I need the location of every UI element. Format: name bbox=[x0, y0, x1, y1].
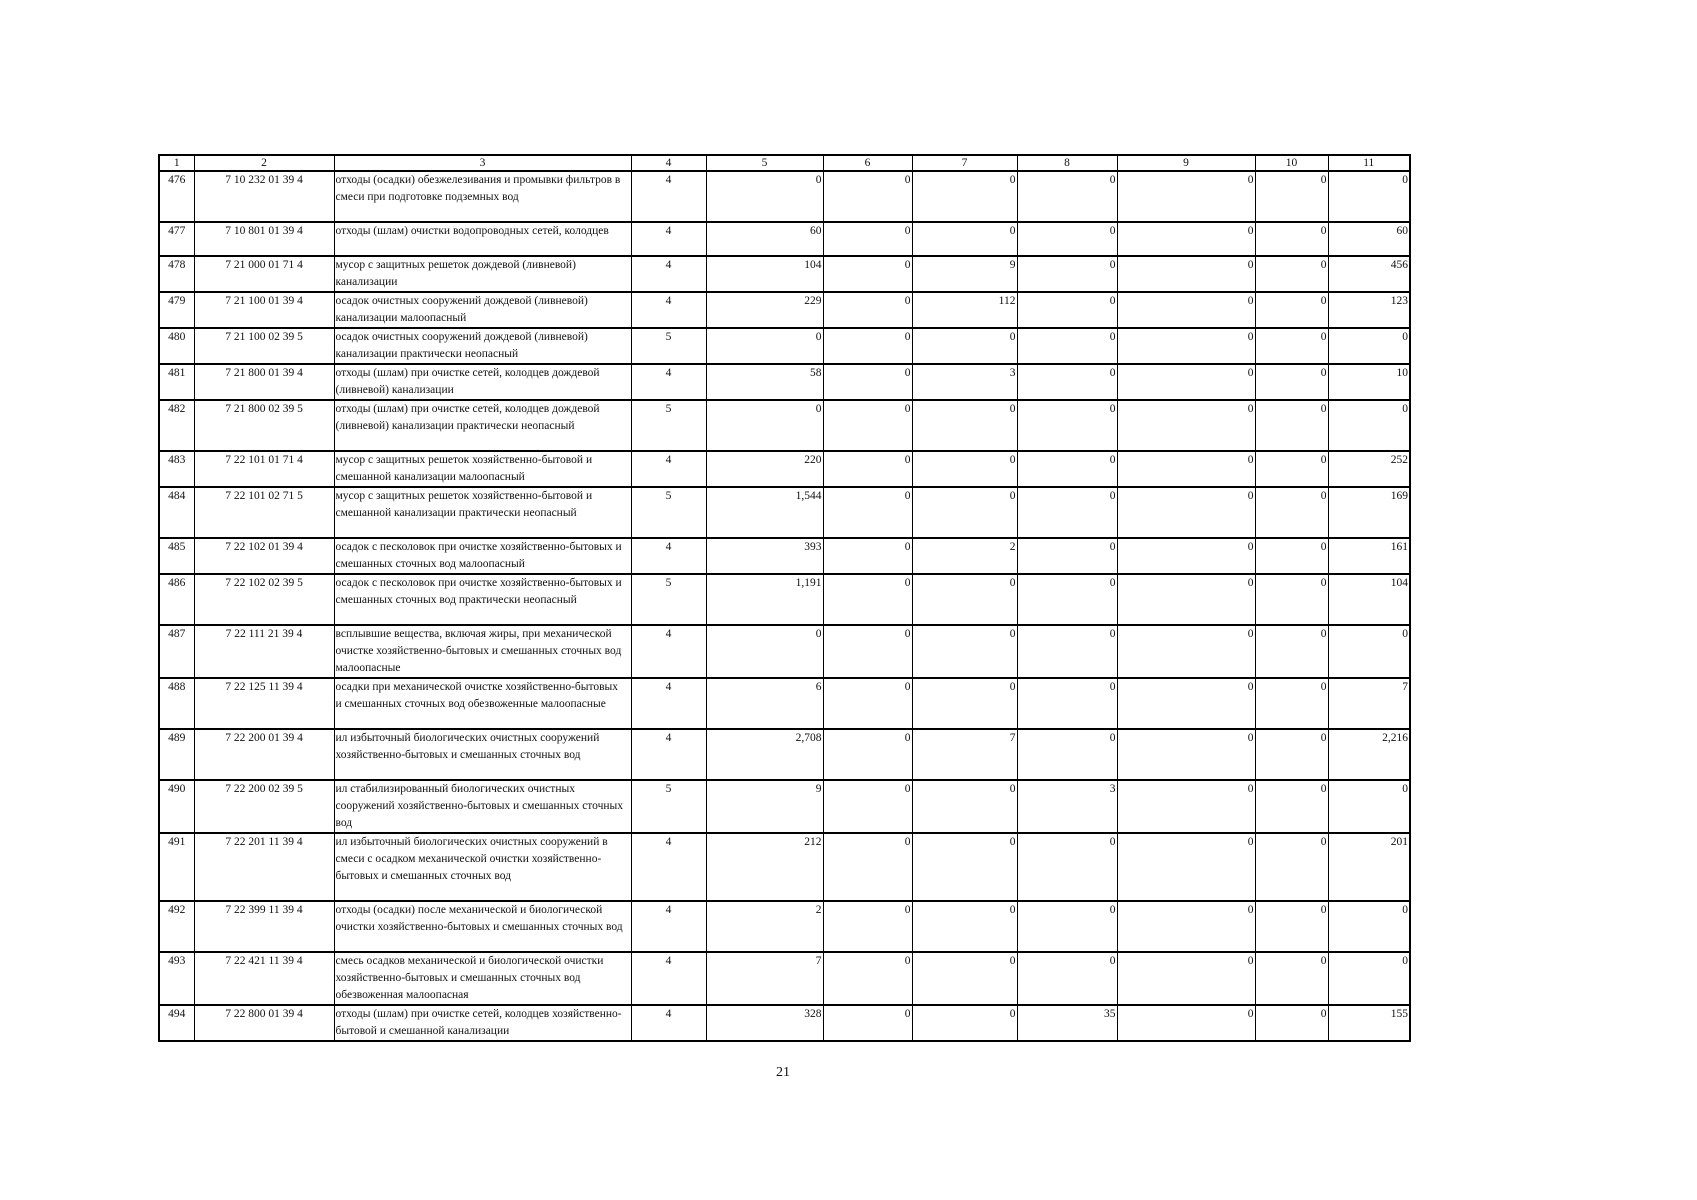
value-cell: 0 bbox=[1255, 952, 1328, 1005]
value-cell: 0 bbox=[823, 574, 912, 625]
value-cell: 0 bbox=[912, 780, 1017, 833]
row-number-cell: 476 bbox=[159, 171, 194, 222]
value-cell: 0 bbox=[1255, 574, 1328, 625]
value-cell: 0 bbox=[1117, 538, 1255, 574]
waste-code-cell: 7 22 399 11 39 4 bbox=[194, 901, 334, 952]
value-cell: 0 bbox=[1017, 400, 1117, 451]
value-cell: 2,216 bbox=[1328, 729, 1410, 780]
value-cell: 35 bbox=[1017, 1005, 1117, 1041]
value-cell: 328 bbox=[706, 1005, 823, 1041]
table-header bbox=[159, 155, 1410, 171]
row-number-cell: 492 bbox=[159, 901, 194, 952]
value-cell: 0 bbox=[1255, 328, 1328, 364]
table-row bbox=[159, 451, 1410, 487]
waste-code-cell: 7 22 102 02 39 5 bbox=[194, 574, 334, 625]
row-number-cell: 494 bbox=[159, 1005, 194, 1041]
value-cell: 169 bbox=[1328, 487, 1410, 538]
column-header: 4 bbox=[631, 155, 706, 171]
value-cell: 0 bbox=[823, 328, 912, 364]
value-cell: 0 bbox=[912, 222, 1017, 256]
waste-description-cell: отходы (шлам) при очистке сетей, колодцев дождевой (ливневой) канализации bbox=[334, 364, 631, 400]
value-cell: 60 bbox=[1328, 222, 1410, 256]
value-cell: 0 bbox=[912, 952, 1017, 1005]
table-row bbox=[159, 625, 1410, 678]
value-cell: 0 bbox=[1017, 328, 1117, 364]
waste-description-cell: ил избыточный биологических очистных сооружений в смеси с осадком механической очистки хозяйственно-бытовых и смешанных сточных вод bbox=[334, 833, 631, 901]
table-row bbox=[159, 1005, 1410, 1041]
hazard-class-cell: 5 bbox=[631, 328, 706, 364]
value-cell: 6 bbox=[706, 678, 823, 729]
value-cell: 0 bbox=[823, 451, 912, 487]
value-cell: 0 bbox=[1017, 256, 1117, 292]
column-header: 6 bbox=[823, 155, 912, 171]
table-body bbox=[159, 171, 1410, 1041]
row-number-cell: 482 bbox=[159, 400, 194, 451]
table-row bbox=[159, 574, 1410, 625]
column-header: 2 bbox=[194, 155, 334, 171]
waste-code-cell: 7 22 101 01 71 4 bbox=[194, 451, 334, 487]
waste-description-cell: смесь осадков механической и биологической очистки хозяйственно-бытовых и смешанных сточных вод обезвоженная малоопасная bbox=[334, 952, 631, 1005]
table-row bbox=[159, 171, 1410, 222]
value-cell: 0 bbox=[1255, 780, 1328, 833]
value-cell: 0 bbox=[1255, 833, 1328, 901]
value-cell: 0 bbox=[823, 901, 912, 952]
value-cell: 0 bbox=[1255, 400, 1328, 451]
value-cell: 0 bbox=[1255, 901, 1328, 952]
waste-code-cell: 7 22 421 11 39 4 bbox=[194, 952, 334, 1005]
waste-description-cell: осадок с песколовок при очистке хозяйственно-бытовых и смешанных сточных вод практически неопасный bbox=[334, 574, 631, 625]
table-row bbox=[159, 292, 1410, 328]
hazard-class-cell: 4 bbox=[631, 292, 706, 328]
table-row bbox=[159, 222, 1410, 256]
value-cell: 0 bbox=[912, 625, 1017, 678]
value-cell: 0 bbox=[1017, 292, 1117, 328]
value-cell: 0 bbox=[1328, 952, 1410, 1005]
waste-code-cell: 7 22 101 02 71 5 bbox=[194, 487, 334, 538]
value-cell: 2 bbox=[706, 901, 823, 952]
row-number-cell: 480 bbox=[159, 328, 194, 364]
value-cell: 0 bbox=[1117, 1005, 1255, 1041]
table-row bbox=[159, 833, 1410, 901]
table-row bbox=[159, 487, 1410, 538]
value-cell: 0 bbox=[1117, 780, 1255, 833]
column-header: 7 bbox=[912, 155, 1017, 171]
value-cell: 0 bbox=[1017, 901, 1117, 952]
row-number-cell: 477 bbox=[159, 222, 194, 256]
value-cell: 7 bbox=[912, 729, 1017, 780]
value-cell: 123 bbox=[1328, 292, 1410, 328]
value-cell: 0 bbox=[823, 678, 912, 729]
row-number-cell: 485 bbox=[159, 538, 194, 574]
waste-description-cell: осадок с песколовок при очистке хозяйственно-бытовых и смешанных сточных вод малоопасный bbox=[334, 538, 631, 574]
value-cell: 0 bbox=[912, 833, 1017, 901]
column-header: 1 bbox=[159, 155, 194, 171]
hazard-class-cell: 4 bbox=[631, 833, 706, 901]
waste-code-cell: 7 22 201 11 39 4 bbox=[194, 833, 334, 901]
value-cell: 0 bbox=[1017, 729, 1117, 780]
row-number-cell: 484 bbox=[159, 487, 194, 538]
table-row bbox=[159, 780, 1410, 833]
value-cell: 0 bbox=[1117, 171, 1255, 222]
waste-code-cell: 7 22 200 01 39 4 bbox=[194, 729, 334, 780]
value-cell: 0 bbox=[1255, 171, 1328, 222]
value-cell: 0 bbox=[823, 780, 912, 833]
table-row bbox=[159, 901, 1410, 952]
row-number-cell: 490 bbox=[159, 780, 194, 833]
value-cell: 0 bbox=[1017, 487, 1117, 538]
value-cell: 0 bbox=[912, 678, 1017, 729]
value-cell: 0 bbox=[912, 901, 1017, 952]
value-cell: 0 bbox=[1117, 952, 1255, 1005]
value-cell: 0 bbox=[1117, 292, 1255, 328]
value-cell: 3 bbox=[1017, 780, 1117, 833]
value-cell: 0 bbox=[1017, 678, 1117, 729]
value-cell: 393 bbox=[706, 538, 823, 574]
value-cell: 0 bbox=[823, 538, 912, 574]
table-row bbox=[159, 678, 1410, 729]
waste-description-cell: осадок очистных сооружений дождевой (ливневой) канализации практически неопасный bbox=[334, 328, 631, 364]
row-number-cell: 491 bbox=[159, 833, 194, 901]
value-cell: 0 bbox=[823, 729, 912, 780]
value-cell: 60 bbox=[706, 222, 823, 256]
value-cell: 155 bbox=[1328, 1005, 1410, 1041]
waste-description-cell: отходы (осадки) после механической и биологической очистки хозяйственно-бытовых и смешанных сточных вод bbox=[334, 901, 631, 952]
value-cell: 0 bbox=[706, 625, 823, 678]
waste-description-cell: мусор с защитных решеток хозяйственно-бытовой и смешанной канализации малоопасный bbox=[334, 451, 631, 487]
hazard-class-cell: 4 bbox=[631, 451, 706, 487]
table-row bbox=[159, 256, 1410, 292]
waste-description-cell: всплывшие вещества, включая жиры, при механической очистке хозяйственно-бытовых и смешанных сточных вод малоопасные bbox=[334, 625, 631, 678]
value-cell: 212 bbox=[706, 833, 823, 901]
value-cell: 0 bbox=[823, 400, 912, 451]
value-cell: 0 bbox=[1017, 538, 1117, 574]
value-cell: 9 bbox=[706, 780, 823, 833]
value-cell: 0 bbox=[1255, 538, 1328, 574]
table-row bbox=[159, 729, 1410, 780]
value-cell: 0 bbox=[1255, 222, 1328, 256]
value-cell: 0 bbox=[912, 487, 1017, 538]
value-cell: 0 bbox=[823, 364, 912, 400]
value-cell: 1,544 bbox=[706, 487, 823, 538]
value-cell: 0 bbox=[823, 833, 912, 901]
value-cell: 0 bbox=[1255, 364, 1328, 400]
value-cell: 0 bbox=[1117, 328, 1255, 364]
value-cell: 0 bbox=[1255, 1005, 1328, 1041]
waste-code-cell: 7 21 000 01 71 4 bbox=[194, 256, 334, 292]
table-row bbox=[159, 400, 1410, 451]
waste-description-cell: отходы (шлам) при очистке сетей, колодцев хозяйственно-бытовой и смешанной канализации bbox=[334, 1005, 631, 1041]
hazard-class-cell: 5 bbox=[631, 780, 706, 833]
value-cell: 0 bbox=[1117, 487, 1255, 538]
waste-description-cell: осадки при механической очистке хозяйственно-бытовых и смешанных сточных вод обезвоженные малоопасные bbox=[334, 678, 631, 729]
row-number-cell: 486 bbox=[159, 574, 194, 625]
waste-code-cell: 7 22 200 02 39 5 bbox=[194, 780, 334, 833]
value-cell: 0 bbox=[1017, 171, 1117, 222]
waste-code-cell: 7 21 800 02 39 5 bbox=[194, 400, 334, 451]
value-cell: 0 bbox=[706, 171, 823, 222]
value-cell: 7 bbox=[1328, 678, 1410, 729]
value-cell: 0 bbox=[1328, 780, 1410, 833]
value-cell: 0 bbox=[1117, 222, 1255, 256]
waste-code-cell: 7 22 800 01 39 4 bbox=[194, 1005, 334, 1041]
row-number-cell: 479 bbox=[159, 292, 194, 328]
value-cell: 0 bbox=[1255, 256, 1328, 292]
value-cell: 0 bbox=[1117, 574, 1255, 625]
hazard-class-cell: 5 bbox=[631, 400, 706, 451]
value-cell: 0 bbox=[1017, 833, 1117, 901]
waste-code-cell: 7 10 232 01 39 4 bbox=[194, 171, 334, 222]
value-cell: 0 bbox=[912, 400, 1017, 451]
column-header: 3 bbox=[334, 155, 631, 171]
value-cell: 1,191 bbox=[706, 574, 823, 625]
column-header: 10 bbox=[1255, 155, 1328, 171]
hazard-class-cell: 4 bbox=[631, 538, 706, 574]
value-cell: 0 bbox=[1117, 625, 1255, 678]
column-header: 9 bbox=[1117, 155, 1255, 171]
value-cell: 0 bbox=[823, 292, 912, 328]
value-cell: 0 bbox=[706, 328, 823, 364]
data-table-container bbox=[158, 154, 1409, 1042]
waste-table bbox=[158, 154, 1411, 1042]
hazard-class-cell: 4 bbox=[631, 952, 706, 1005]
value-cell: 0 bbox=[1117, 364, 1255, 400]
value-cell: 2,708 bbox=[706, 729, 823, 780]
hazard-class-cell: 4 bbox=[631, 729, 706, 780]
value-cell: 104 bbox=[706, 256, 823, 292]
column-header: 5 bbox=[706, 155, 823, 171]
value-cell: 0 bbox=[1017, 574, 1117, 625]
value-cell: 9 bbox=[912, 256, 1017, 292]
value-cell: 161 bbox=[1328, 538, 1410, 574]
table-row bbox=[159, 952, 1410, 1005]
value-cell: 220 bbox=[706, 451, 823, 487]
value-cell: 0 bbox=[1255, 487, 1328, 538]
waste-code-cell: 7 10 801 01 39 4 bbox=[194, 222, 334, 256]
value-cell: 0 bbox=[823, 256, 912, 292]
value-cell: 104 bbox=[1328, 574, 1410, 625]
value-cell: 0 bbox=[1255, 625, 1328, 678]
value-cell: 10 bbox=[1328, 364, 1410, 400]
hazard-class-cell: 4 bbox=[631, 222, 706, 256]
value-cell: 0 bbox=[1017, 952, 1117, 1005]
row-number-cell: 478 bbox=[159, 256, 194, 292]
value-cell: 0 bbox=[823, 1005, 912, 1041]
value-cell: 0 bbox=[1255, 451, 1328, 487]
value-cell: 0 bbox=[1117, 451, 1255, 487]
waste-description-cell: мусор с защитных решеток хозяйственно-бытовой и смешанной канализации практически неопасный bbox=[334, 487, 631, 538]
value-cell: 112 bbox=[912, 292, 1017, 328]
value-cell: 0 bbox=[1117, 400, 1255, 451]
value-cell: 0 bbox=[1117, 678, 1255, 729]
hazard-class-cell: 4 bbox=[631, 256, 706, 292]
value-cell: 2 bbox=[912, 538, 1017, 574]
table-row bbox=[159, 538, 1410, 574]
value-cell: 0 bbox=[823, 625, 912, 678]
row-number-cell: 487 bbox=[159, 625, 194, 678]
value-cell: 7 bbox=[706, 952, 823, 1005]
value-cell: 0 bbox=[823, 952, 912, 1005]
waste-code-cell: 7 21 100 02 39 5 bbox=[194, 328, 334, 364]
value-cell: 0 bbox=[912, 328, 1017, 364]
value-cell: 0 bbox=[823, 171, 912, 222]
value-cell: 201 bbox=[1328, 833, 1410, 901]
value-cell: 0 bbox=[823, 222, 912, 256]
value-cell: 0 bbox=[1328, 400, 1410, 451]
hazard-class-cell: 4 bbox=[631, 625, 706, 678]
value-cell: 0 bbox=[1117, 256, 1255, 292]
waste-description-cell: отходы (шлам) очистки водопроводных сетей, колодцев bbox=[334, 222, 631, 256]
value-cell: 0 bbox=[823, 487, 912, 538]
row-number-cell: 483 bbox=[159, 451, 194, 487]
row-number-cell: 488 bbox=[159, 678, 194, 729]
waste-description-cell: мусор с защитных решеток дождевой (ливневой) канализации bbox=[334, 256, 631, 292]
waste-description-cell: ил стабилизированный биологических очистных сооружений хозяйственно-бытовых и смешанных сточных вод bbox=[334, 780, 631, 833]
waste-code-cell: 7 21 800 01 39 4 bbox=[194, 364, 334, 400]
value-cell: 252 bbox=[1328, 451, 1410, 487]
hazard-class-cell: 4 bbox=[631, 1005, 706, 1041]
value-cell: 58 bbox=[706, 364, 823, 400]
value-cell: 0 bbox=[1328, 328, 1410, 364]
page-number: 21 bbox=[776, 1065, 790, 1080]
value-cell: 0 bbox=[1117, 833, 1255, 901]
row-number-cell: 493 bbox=[159, 952, 194, 1005]
value-cell: 229 bbox=[706, 292, 823, 328]
table-row bbox=[159, 364, 1410, 400]
value-cell: 0 bbox=[1017, 625, 1117, 678]
value-cell: 0 bbox=[1255, 292, 1328, 328]
value-cell: 456 bbox=[1328, 256, 1410, 292]
value-cell: 0 bbox=[1017, 222, 1117, 256]
value-cell: 0 bbox=[912, 171, 1017, 222]
value-cell: 0 bbox=[1117, 729, 1255, 780]
waste-description-cell: отходы (шлам) при очистке сетей, колодцев дождевой (ливневой) канализации практически неопасный bbox=[334, 400, 631, 451]
value-cell: 0 bbox=[1117, 901, 1255, 952]
waste-code-cell: 7 22 102 01 39 4 bbox=[194, 538, 334, 574]
value-cell: 0 bbox=[912, 574, 1017, 625]
waste-code-cell: 7 21 100 01 39 4 bbox=[194, 292, 334, 328]
value-cell: 0 bbox=[1255, 678, 1328, 729]
hazard-class-cell: 4 bbox=[631, 678, 706, 729]
row-number-cell: 481 bbox=[159, 364, 194, 400]
value-cell: 3 bbox=[912, 364, 1017, 400]
hazard-class-cell: 4 bbox=[631, 901, 706, 952]
hazard-class-cell: 5 bbox=[631, 574, 706, 625]
waste-code-cell: 7 22 125 11 39 4 bbox=[194, 678, 334, 729]
value-cell: 0 bbox=[912, 451, 1017, 487]
value-cell: 0 bbox=[912, 1005, 1017, 1041]
column-header: 11 bbox=[1328, 155, 1410, 171]
value-cell: 0 bbox=[1255, 729, 1328, 780]
value-cell: 0 bbox=[706, 400, 823, 451]
waste-description-cell: отходы (осадки) обезжелезивания и промывки фильтров в смеси при подготовке подземных вод bbox=[334, 171, 631, 222]
row-number-cell: 489 bbox=[159, 729, 194, 780]
waste-description-cell: осадок очистных сооружений дождевой (ливневой) канализации малоопасный bbox=[334, 292, 631, 328]
value-cell: 0 bbox=[1328, 171, 1410, 222]
header-row bbox=[159, 155, 1410, 171]
value-cell: 0 bbox=[1328, 901, 1410, 952]
hazard-class-cell: 5 bbox=[631, 487, 706, 538]
waste-code-cell: 7 22 111 21 39 4 bbox=[194, 625, 334, 678]
column-header: 8 bbox=[1017, 155, 1117, 171]
hazard-class-cell: 4 bbox=[631, 171, 706, 222]
waste-description-cell: ил избыточный биологических очистных сооружений хозяйственно-бытовых и смешанных сточных вод bbox=[334, 729, 631, 780]
hazard-class-cell: 4 bbox=[631, 364, 706, 400]
table-row bbox=[159, 328, 1410, 364]
value-cell: 0 bbox=[1017, 364, 1117, 400]
value-cell: 0 bbox=[1328, 625, 1410, 678]
value-cell: 0 bbox=[1017, 451, 1117, 487]
